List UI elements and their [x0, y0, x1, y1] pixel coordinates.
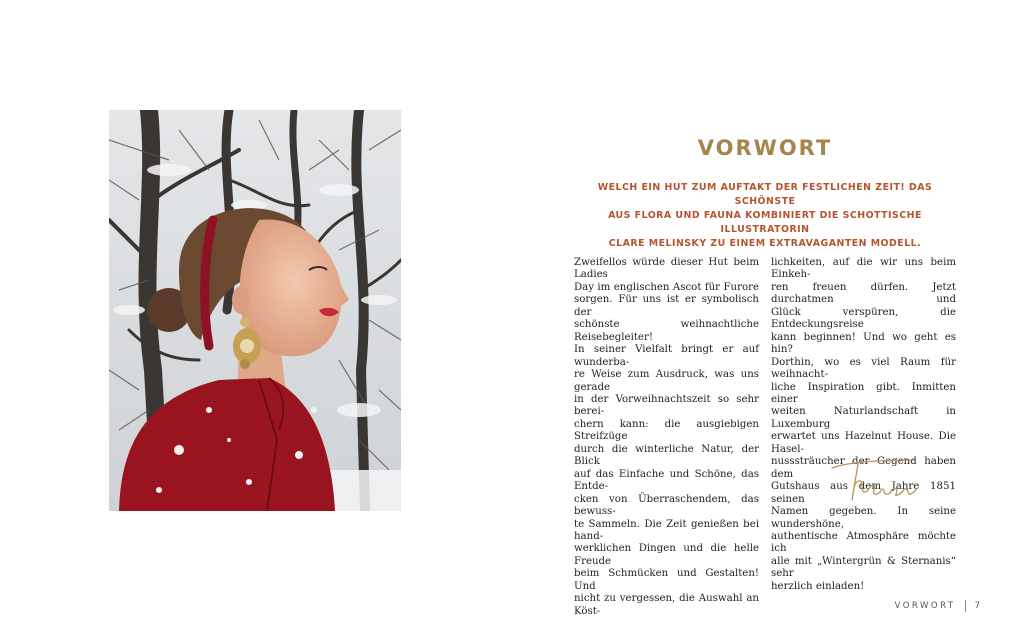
body-line: cken von Überraschendem, das bewuss- — [574, 493, 759, 518]
body-line: nicht zu vergessen, die Auswahl an Köst- — [574, 593, 759, 617]
body-line: weiten Naturlandschaft in Luxemburg — [771, 406, 956, 430]
footer-divider — [965, 600, 966, 612]
handwritten-signature — [828, 456, 918, 504]
body-line: werklichen Dingen und die helle Freude — [574, 543, 759, 567]
winter-portrait-illustration — [109, 110, 401, 511]
body-line: lichkeiten, auf die wir uns beim Einkeh- — [771, 257, 956, 281]
body-line: nusssträucher der Gegend haben dem — [771, 456, 956, 480]
body-line: kann beginnen! Und wo geht es hin? — [771, 331, 956, 356]
page-title: VORWORT — [697, 136, 833, 160]
body-column-left — [574, 257, 759, 618]
body-line: Gutshaus aus dem Jahre 1851 seinen — [771, 481, 956, 505]
body-line: liche Inspiration gibt. Inmitten einer — [771, 381, 956, 405]
body-line: Dorthin, wo es viel Raum für weihnacht- — [771, 356, 956, 381]
lead-line: AUS FLORA UND FAUNA KOMBINIERT DIE SCHOTTISCHE ILLUSTRATORIN — [608, 210, 922, 235]
page-number: 7 — [974, 601, 980, 611]
portrait-photo — [109, 110, 401, 511]
body-line: herzlich einladen! — [771, 580, 865, 592]
body-line: ren freuen dürfen. Jetzt durchatmen und — [771, 281, 956, 306]
body-line: schönste weihnachtliche Reisebegleiter! — [574, 319, 759, 343]
body-line: Day im englischen Ascot für Furore — [574, 281, 759, 293]
body-line: auf das Einfache und Schöne, das Entde- — [574, 468, 759, 493]
body-line: beim Schmücken und Gestalten! Und — [574, 568, 759, 592]
body-line: authentische Atmosphäre möchte ich — [771, 530, 956, 555]
body-line: re Weise zum Ausdruck, was uns gerade — [574, 369, 759, 393]
body-line: In seiner Vielfalt bringt er auf wunderba- — [574, 344, 759, 368]
body-line: erwartet uns Hazelnut House. Die Hasel- — [771, 431, 956, 455]
lead-line: WELCH EIN HUT ZUM AUFTAKT DER FESTLICHEN ZEIT! DAS SCHÖNSTE — [597, 182, 933, 207]
body-line: Glück verspüren, die Entdeckungsreise — [771, 306, 956, 331]
body-line: alle mit „Wintergrün & Sternanis“ sehr — [771, 555, 956, 580]
body-line: Namen gegeben. In seine wundershöne, — [771, 506, 956, 530]
body-line: durch die winterliche Natur, der Blick — [574, 443, 759, 468]
body-line: te Sammeln. Die Zeit genießen bei hand- — [574, 518, 759, 542]
body-line: sorgen. Für uns ist er symbolisch der — [574, 294, 759, 318]
body-line: chern kann: die ausgiebigen Streifzüge — [574, 418, 759, 443]
footer-section-label: VORWORT — [894, 601, 956, 611]
page-footer — [895, 600, 980, 612]
body-line: in der Vorweihnachtszeit so sehr berei- — [574, 393, 759, 418]
lead-paragraph — [566, 181, 964, 251]
body-column-right — [771, 257, 956, 593]
lead-line: CLARE MELINSKY ZU EINEM EXTRAVAGANTEN MODELL. — [608, 238, 922, 249]
body-line: Zweifellos würde dieser Hut beim Ladies — [574, 257, 759, 281]
